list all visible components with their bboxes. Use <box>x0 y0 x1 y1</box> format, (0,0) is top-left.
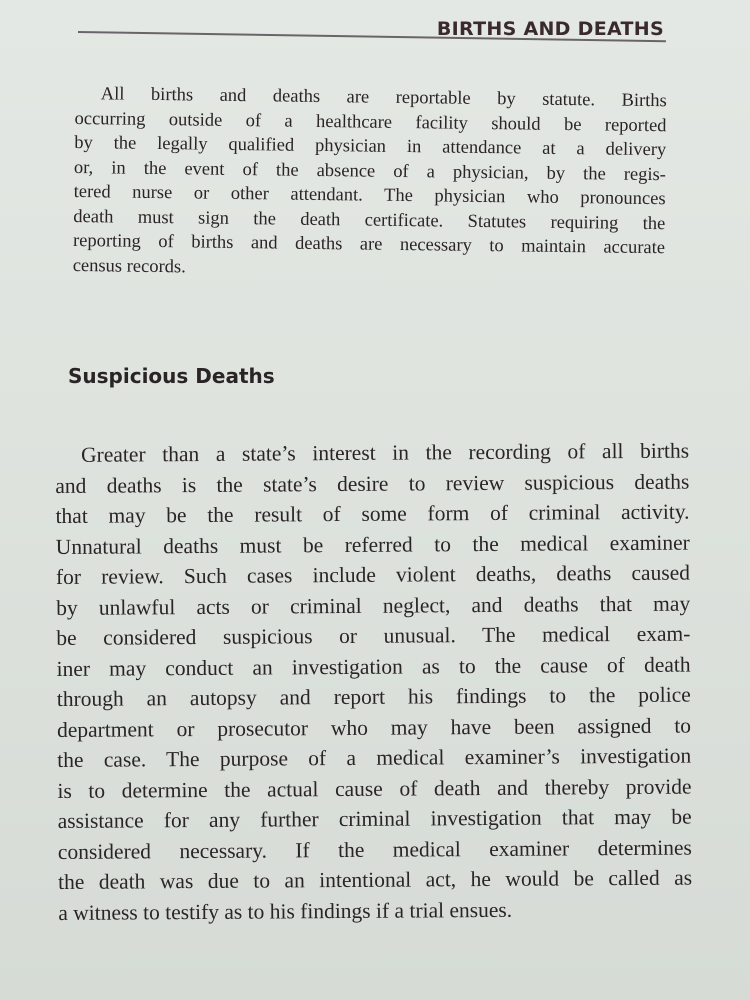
text-line: a witness to testify as to his findings if a trial ensues. <box>58 897 513 925</box>
text-line: the death was due to an intentional act, he would be called as <box>58 865 693 894</box>
text-line: and deaths is the state’s desire to review suspicious deaths <box>55 469 690 498</box>
section-heading: Suspicious Deaths <box>68 364 275 388</box>
text-line: be considered suspicious or unusual. The medical exam- <box>56 621 691 650</box>
text-line: that may be the result of some form of criminal activity. <box>55 499 690 528</box>
section-paragraph <box>55 436 692 928</box>
text-line: considered necessary. If the medical examiner determines <box>57 835 692 864</box>
intro-paragraph <box>73 82 667 285</box>
text-line: iner may conduct an investigation as to the cause of death <box>56 652 691 681</box>
text-line: the case. The purpose of a medical examiner’s investigation <box>57 743 692 772</box>
text-line: or, in the event of the absence of a physician, by the regis- <box>73 157 667 185</box>
text-line: for review. Such cases include violent deaths, deaths caused <box>55 560 691 589</box>
text-line: occurring outside of a healthcare facility should be reported <box>74 108 667 136</box>
text-line: reporting of births and deaths are necessary to maintain accurate <box>72 230 666 259</box>
text-line: census records. <box>72 255 186 277</box>
text-line: is to determine the actual cause of death and thereby provide <box>57 774 692 803</box>
running-header: BIRTHS AND DEATHS <box>436 18 664 40</box>
text-line: assistance for any further criminal investigation that may be <box>57 804 692 833</box>
text-line: by the legally qualified physician in attendance at a delivery <box>74 132 667 161</box>
text-line: death must sign the death certificate. Statutes requiring the <box>73 206 666 234</box>
text-line: All births and deaths are reportable by statute. Births <box>100 84 667 112</box>
text-line: department or prosecutor who may have been assigned to <box>56 713 692 742</box>
text-line: Greater than a state’s interest in the recording of all births <box>81 438 690 467</box>
text-line: by unlawful acts or criminal neglect, and deaths that may <box>56 591 691 620</box>
text-line: through an autopsy and report his findings to the police <box>56 682 691 711</box>
text-line: tered nurse or other attendant. The physician who pronounces <box>73 181 666 210</box>
text-line: Unnatural deaths must be referred to the medical examiner <box>55 530 690 559</box>
